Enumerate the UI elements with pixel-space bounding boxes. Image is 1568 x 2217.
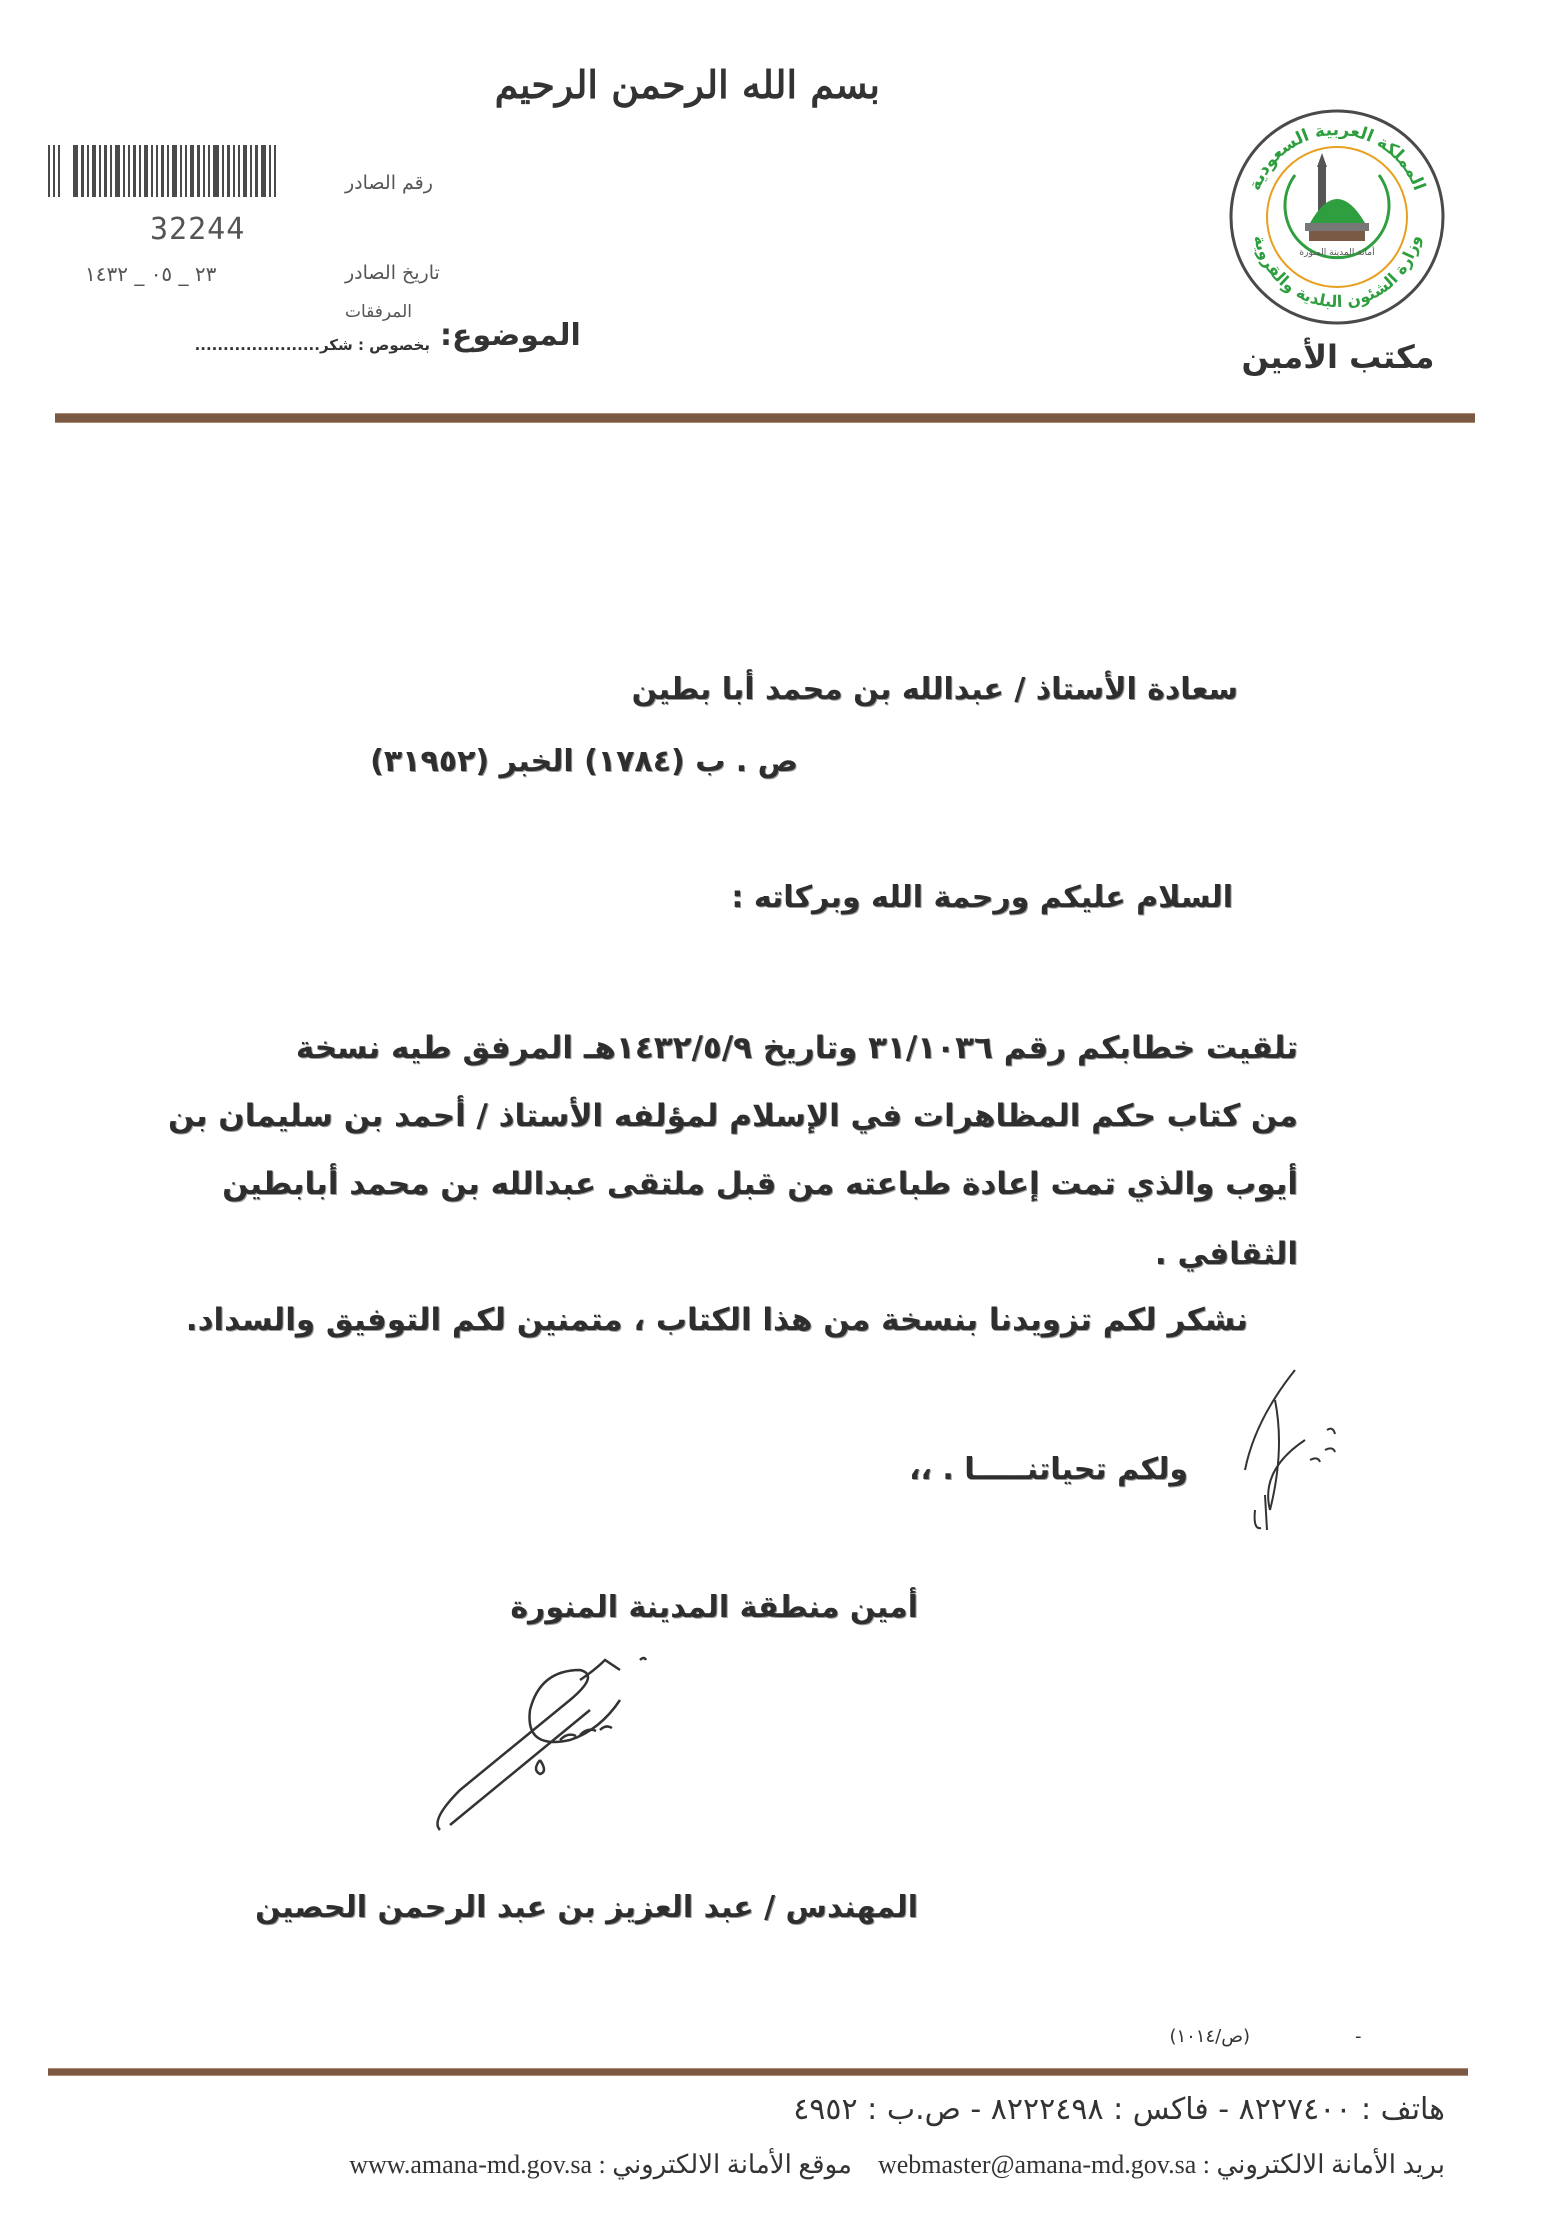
emblem-minaret-top: [1317, 153, 1327, 167]
barcode-bar: [238, 145, 240, 197]
emblem-building-base: [1309, 231, 1365, 241]
reference-dash: -: [1355, 2026, 1362, 2047]
email-label: بريد الأمانة الالكتروني :: [1202, 2150, 1445, 2179]
barcode-bar: [203, 145, 205, 197]
attachments-label: المرفقات: [345, 302, 413, 322]
internal-reference-code: (ص/١٠١٤): [1169, 2026, 1250, 2047]
recipient-address: ص . ب (١٧٨٤) الخبر (٣١٩٥٢): [370, 744, 798, 779]
barcode-bar: [123, 145, 125, 197]
signer-title: أمين منطقة المدينة المنورة: [510, 1590, 918, 1625]
barcode-bar: [48, 145, 50, 197]
reference-number: 32244: [150, 212, 246, 247]
barcode-bar: [92, 145, 96, 197]
initials-signature-icon: [1215, 1360, 1355, 1540]
barcode-bar: [151, 145, 153, 197]
barcode-bar: [144, 145, 148, 197]
barcode-bar: [128, 145, 130, 197]
barcode-bar: [269, 145, 271, 197]
body-paragraph-line: الثقافي .: [1154, 1236, 1298, 1272]
signature-icon: [420, 1640, 680, 1840]
body-paragraph-line: أيوب والذي تمت إعادة طباعته من قبل ملتقى عبدالله بن محمد أبابطين: [222, 1166, 1298, 1202]
barcode-icon: [48, 145, 333, 197]
barcode-bar: [243, 145, 247, 197]
barcode-bar: [213, 145, 219, 197]
barcode-bar: [110, 145, 112, 197]
website-link[interactable]: www.amana-md.gov.sa: [349, 2150, 593, 2179]
barcode-bar: [104, 145, 107, 197]
thanks-paragraph: نشكر لكم تزويدنا بنسخة من هذا الكتاب ، متمنين لكم التوفيق والسداد.: [185, 1302, 1248, 1338]
barcode-bar: [87, 145, 89, 197]
emblem-inner-text: أمانة المدينة المنورة: [1299, 248, 1375, 258]
barcode-bar: [222, 145, 224, 197]
barcode-bar: [139, 145, 141, 197]
office-name: مكتب الأمين: [1241, 338, 1435, 376]
barcode-bar: [161, 145, 164, 197]
barcode-bar: [190, 145, 194, 197]
barcode-bar: [99, 145, 101, 197]
greeting: السلام عليكم ورحمة الله وبركاته :: [731, 880, 1233, 915]
barcode-bar: [197, 145, 200, 197]
subject-label: الموضوع:: [440, 318, 581, 353]
barcode-bar: [73, 145, 78, 197]
barcode-bar: [53, 145, 55, 197]
emblem-building: [1305, 223, 1369, 231]
barcode-bar: [180, 145, 182, 197]
emblem-bottom-text: وزارة الشئون البلدية والقروية: [1250, 233, 1424, 312]
basmala-heading: بسم الله الرحمن الرحيم: [494, 62, 880, 107]
barcode-bar: [58, 145, 60, 197]
barcode-bar: [261, 145, 266, 197]
body-paragraph-line: من كتاب حكم المظاهرات في الإسلام لمؤلفه الأستاذ / أحمد بن سليمان بن: [167, 1098, 1298, 1134]
barcode-bar: [133, 145, 136, 197]
closing-salutation: ولكم تحياتنـــــا . ،،: [909, 1452, 1188, 1487]
website-label: موقع الأمانة الالكتروني :: [598, 2150, 852, 2179]
barcode-bar: [250, 145, 252, 197]
recipient-name: سعادة الأستاذ / عبدالله بن محمد أبا بطين: [631, 672, 1238, 707]
body-paragraph-line: تلقيت خطابكم رقم ٣١/١٠٣٦ وتاريخ ١٤٣٢/٥/٩هـ المرفق طيه نسخة: [295, 1030, 1298, 1066]
emblem-top-text: المملكة العربية السعودية: [1244, 119, 1430, 194]
ministry-emblem-icon: [1225, 105, 1450, 330]
barcode-bar: [156, 145, 158, 197]
barcode-bar: [172, 145, 177, 197]
reference-number-label: رقم الصادر: [345, 172, 433, 194]
footer-divider: [48, 2068, 1468, 2076]
email-link[interactable]: webmaster@amana-md.gov.sa: [877, 2150, 1197, 2179]
barcode-bar: [255, 145, 258, 197]
subject-text: بخصوص : شكر: [319, 336, 430, 354]
reference-date: ٢٣ _ ٠٥ _ ١٤٣٢: [85, 262, 217, 286]
subject-value: [50, 336, 430, 354]
footer-contact-line: هاتف : ٨٢٢٧٤٠٠ - فاكس : ٨٢٢٢٤٩٨ - ص.ب : ٤٩٥٢: [793, 2092, 1445, 2127]
reference-date-label: تاريخ الصادر: [345, 262, 440, 284]
signer-name: المهندس / عبد العزيز بن عبد الرحمن الحصين: [255, 1890, 918, 1925]
subject-dotted-leader: ......................: [194, 336, 320, 354]
footer-web-line: [100, 2150, 1445, 2180]
header-divider: [55, 413, 1475, 423]
barcode-bar: [185, 145, 187, 197]
barcode-bar: [208, 145, 210, 197]
barcode-bar: [274, 145, 276, 197]
barcode-bar: [115, 145, 120, 197]
barcode-bar: [167, 145, 169, 197]
barcode-bar: [233, 145, 235, 197]
barcode-bar: [81, 145, 84, 197]
barcode-bar: [227, 145, 230, 197]
